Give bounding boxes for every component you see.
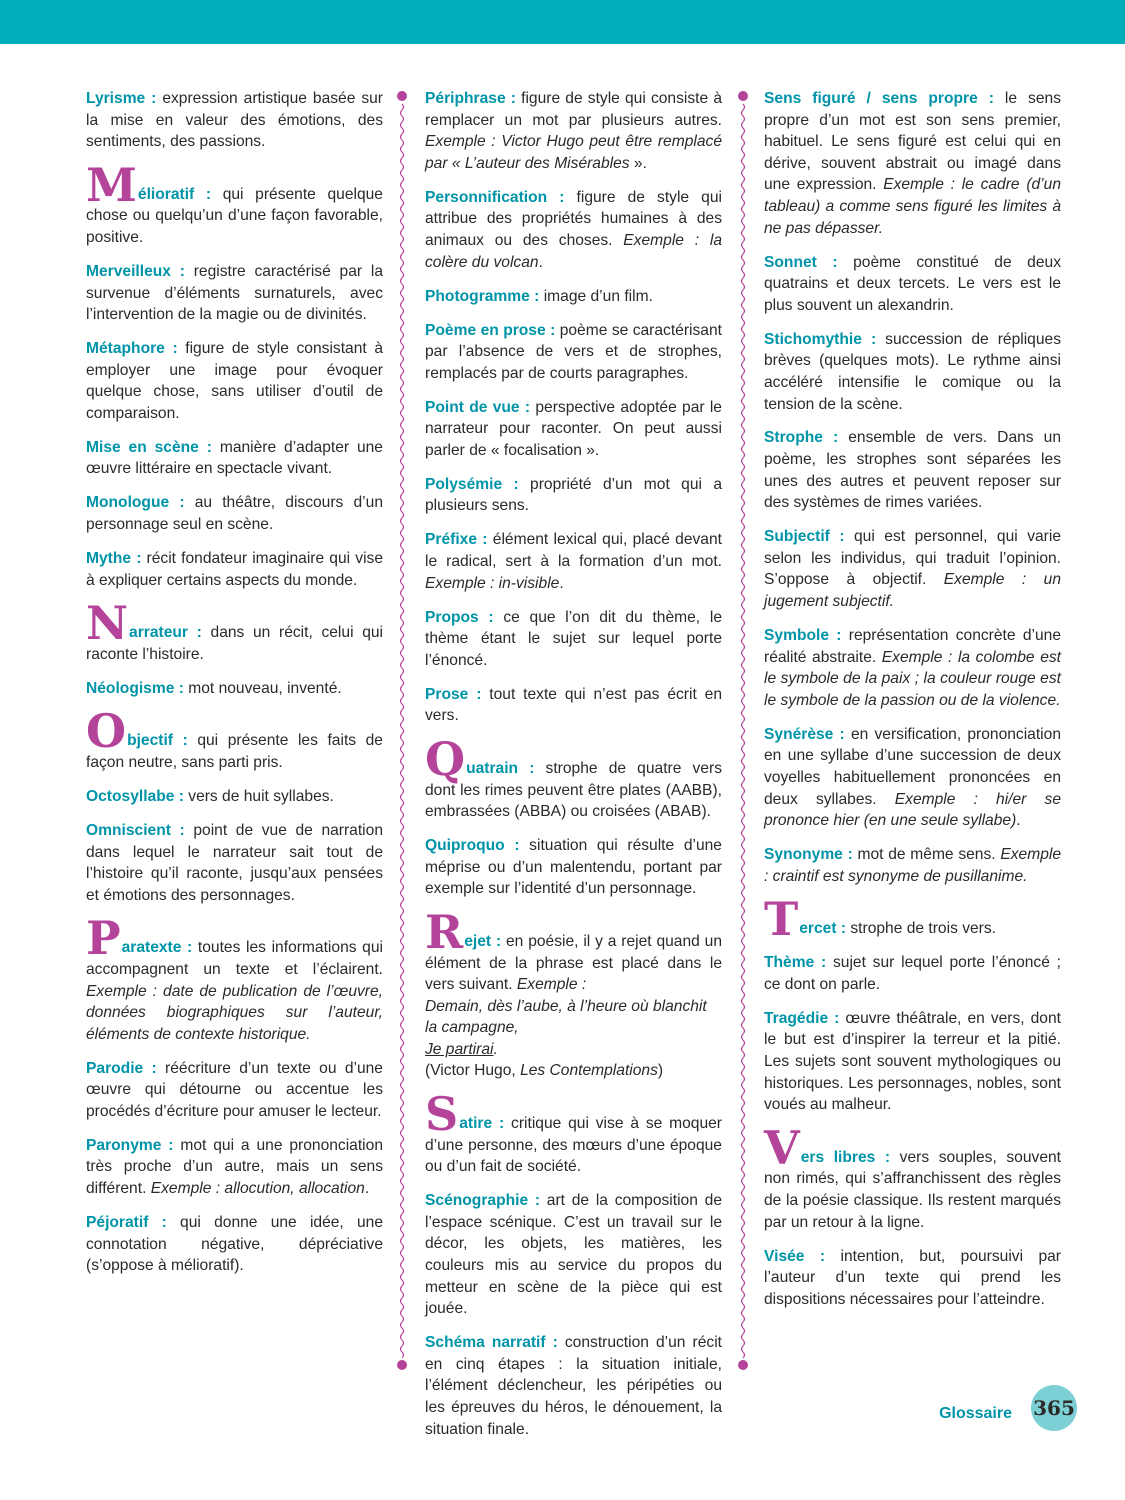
glossary-entry [86, 261, 383, 326]
glossary-term: Octosyllabe : [86, 787, 184, 805]
glossary-entry [425, 187, 722, 273]
glossary-definition: réécriture d’un texte ou d’une œuvre qui détourne ou accentue les procédés d’écriture pour amuser le lecteur. [86, 1059, 383, 1120]
glossary-definition: mot de même sens. [852, 846, 1001, 864]
glossary-example: Exemple : hi/er se prononce hier (en une seule syllabe) [764, 790, 1061, 830]
glossary-definition: figure de style consistant à employer une image pour évoquer quelque chose, sans utiliser d’outil de comparaison. [86, 340, 383, 422]
glossary-entry [764, 1008, 1061, 1116]
glossary-term: ercet : [799, 920, 847, 938]
glossary-definition: le sens propre d’un mot est son sens premier, habituel. Le sens figuré est celui qui en dérive, souvent abstrait ou imagé dans une expression. [764, 90, 1061, 194]
glossary-term: Mythe : [86, 550, 142, 568]
glossary-term: ers libres : [800, 1148, 891, 1166]
glossary-entry [425, 835, 722, 900]
glossary-definition: succession de répliques brèves (quelques mots). Le rythme ainsi accéléré intensifie le comique ou la tension de la scène. [764, 330, 1062, 413]
divider-wave [742, 104, 745, 1358]
glossary-entry [425, 1087, 722, 1178]
poem-source-author: (Victor Hugo, [425, 1062, 521, 1080]
glossary-definition: strophe de trois vers. [846, 920, 996, 938]
glossary-term: ejet : [464, 932, 502, 950]
glossary-definition: toutes les informations qui accompagnent un texte et l’éclairent. [86, 939, 383, 978]
glossary-entry [425, 529, 722, 594]
glossary-definition: vers souples, souvent non rimés, qui s’affranchissent des règles de la poésie classique. Ils restent marqués par un retour à la ligne. [764, 1148, 1062, 1231]
letter-dropcap: Q [425, 731, 466, 786]
glossary-term: Synonyme : [764, 846, 853, 864]
glossary-entry [86, 1212, 383, 1277]
glossary-entry [86, 596, 384, 665]
glossary-definition: qui est personnel, qui varie selon les individus, qui traduit l’opinion. S’oppose à objectif. [764, 528, 1061, 589]
glossary-entry [425, 731, 722, 823]
glossary-entry [764, 844, 1061, 887]
glossary-entry [86, 1058, 383, 1123]
glossary-definition: strophe de quatre vers dont les rimes peuvent être plates (AABB), embrassées (ABBA) ou croisées (ABAB). [425, 759, 722, 821]
glossary-entry [86, 88, 383, 153]
poem-line [425, 1039, 722, 1061]
glossary-definition: au théâtre, discours d’un personnage seul en scène. [86, 494, 383, 534]
glossary-example-end: ». [629, 154, 647, 172]
glossary-term: arrateur : [129, 624, 202, 642]
glossary-example-end: . [364, 1180, 370, 1198]
glossary-example-end: Misérables [554, 154, 630, 172]
glossary-term: Polysémie : [425, 475, 519, 493]
glossary-term: Périphrase : [425, 90, 516, 107]
glossary-entry [425, 684, 722, 727]
glossary-entry [764, 526, 1061, 612]
glossary-entry [425, 1332, 722, 1440]
glossary-example: Exemple : [516, 976, 587, 994]
poem-punct: . [493, 1040, 498, 1058]
column-divider-1 [392, 88, 412, 1373]
glossary-definition: ensemble de vers. Dans un poème, les strophes sont séparées les unes des autres et peuvent reposer sur des systèmes de rimes variées. [764, 429, 1061, 512]
glossary-definition: mot nouveau, inventé. [183, 679, 342, 697]
glossary-entry [86, 678, 383, 700]
glossary-entry [764, 88, 1061, 239]
glossary-column-1 [86, 88, 383, 1289]
glossary-definition: élément lexical qui, placé devant le radical, sert à la formation d’un mot. [425, 531, 722, 571]
glossary-term: Poème en prose : [425, 321, 556, 339]
glossary-entry [764, 329, 1061, 415]
glossary-term: Péjoratif : [86, 1214, 167, 1232]
glossary-definition: qui présente les faits de façon neutre, sans parti pris. [86, 732, 383, 771]
poem-source-title: Les Contemplations [520, 1062, 658, 1080]
glossary-term: Parodie : [86, 1059, 157, 1077]
glossary-definition: figure de style qui attribue des propriétés humaines à des animaux ou des choses. [425, 188, 722, 249]
glossary-term: Stichomythie : [764, 330, 877, 348]
column-divider-2 [733, 88, 753, 1373]
glossary-example: Exemple : date de publication de l’œuvre, données biographiques sur l’auteur, éléments de contexte historique. [86, 982, 383, 1043]
glossary-definition: propriété d’un mot qui a plusieurs sens. [425, 475, 722, 515]
glossary-definition: critique qui vise à se moquer d’une personne, des mœurs d’une époque ou d’un fait de société. [425, 1115, 722, 1176]
glossary-definition: situation qui résulte d’une méprise ou d’un malentendu, portant par exemple sur l’identité d’un personnage. [425, 837, 722, 898]
glossary-entry [764, 892, 1061, 947]
glossary-entry [764, 1120, 1062, 1233]
glossary-example: Exemple : Victor Hugo peut être remplacé par « L’auteur des [425, 133, 722, 172]
glossary-term: Strophe : [764, 429, 839, 447]
glossary-example: Exemple : allocution, allocation [150, 1180, 365, 1198]
glossary-term: Photogramme : [425, 287, 540, 305]
page-number: 365 [1031, 1385, 1077, 1431]
letter-dropcap: N [86, 596, 129, 651]
glossary-term: élioratif : [137, 185, 212, 203]
glossary-example: Exemple : craintif est synonyme de pusillanime. [764, 846, 1061, 885]
glossary-definition: image d’un film. [539, 287, 653, 305]
glossary-term: Quiproquo : [425, 837, 520, 855]
letter-dropcap: P [86, 911, 121, 966]
glossary-term: Merveilleux : [86, 262, 185, 280]
glossary-definition: en poésie, il y a rejet quand un élément de la phrase est placé dans le vers suivant. [425, 932, 722, 994]
header-bar [0, 0, 1125, 44]
poem-line: Demain, dès l’aube, à l’heure où blanchit la campagne, [425, 997, 707, 1037]
glossary-definition: manière d’adapter une œuvre littéraire en spectacle vivant. [86, 438, 383, 478]
glossary-term: Néologisme : [86, 679, 184, 697]
letter-dropcap: T [764, 892, 799, 947]
glossary-definition: qui donne une idée, une connotation négative, dépréciative (s’oppose à mélioratif). [86, 1214, 384, 1275]
glossary-example: Exemple : la colère du volcan [425, 231, 722, 271]
glossary-definition: représentation concrète d’une réalité abstraite. [764, 627, 1061, 666]
glossary-term: Schéma narratif : [425, 1334, 558, 1352]
glossary-term: Propos : [425, 608, 494, 626]
glossary-definition: perspective adoptée par le narrateur pour raconter. On peut aussi parler de « focalisation ». [425, 398, 722, 459]
glossary-entry [86, 704, 383, 773]
glossary-definition: en versification, prononciation en une syllabe d’une succession de deux voyelles habituellement prononcées en deux syllabes. [764, 725, 1061, 808]
glossary-example-end: . [1016, 812, 1021, 830]
glossary-example: Exemple : le cadre (d’un tableau) a comme sens figuré les limites à ne pas dépasser. [764, 176, 1061, 237]
glossary-entry [425, 1190, 722, 1320]
glossary-entry [86, 1135, 383, 1200]
glossary-definition: ce que l’on dit du thème, le thème étant le sujet sur lequel porte l’énoncé. [425, 608, 722, 669]
glossary-term: Mise en scène : [86, 438, 212, 456]
glossary-entry [425, 397, 722, 462]
glossary-entry [764, 625, 1061, 711]
glossary-term: bjectif : [127, 732, 188, 750]
glossary-entry [86, 786, 383, 808]
glossary-term: Paronyme : [86, 1136, 174, 1154]
glossary-definition: sujet sur lequel porte l’énoncé ; ce dont on parle. [764, 954, 1061, 993]
glossary-entry [86, 437, 383, 480]
glossary-entry [425, 607, 722, 672]
glossary-definition: expression artistique basée sur la mise en valeur des émotions, des sentiments, des passions. [86, 90, 383, 151]
glossary-example: Exemple : in-visible [425, 574, 560, 592]
glossary-term: Visée : [764, 1247, 826, 1265]
glossary-term: atire : [459, 1115, 505, 1133]
glossary-definition: mot qui a une prononciation très proche d’un autre, mais un sens différent. [86, 1136, 383, 1198]
glossary-example-end: . [538, 253, 543, 271]
glossary-term: Monologue : [86, 494, 185, 512]
glossary-term: Omniscient : [86, 821, 185, 839]
glossary-definition: construction d’un récit en cinq étapes : la situation initiale, l’élément déclencheur, les péripéties ou les épreuves du héros, le dénouement, la situation finale. [425, 1334, 722, 1438]
glossary-definition: poème constitué de deux quatrains et deux tercets. Le vers est le plus souvent un alexandrin. [764, 253, 1061, 314]
letter-dropcap: S [425, 1087, 459, 1142]
glossary-entry [425, 474, 722, 517]
glossary-entry [86, 548, 383, 591]
glossary-example: Exemple : la colombe est le symbole de la paix ; la couleur rouge est le symbole de la passion ou de la violence. [764, 648, 1061, 709]
glossary-column-2 [425, 88, 722, 1453]
glossary-term: Thème : [764, 954, 827, 972]
glossary-entry [764, 952, 1061, 995]
glossary-entry [86, 157, 383, 249]
letter-dropcap: V [764, 1120, 800, 1175]
glossary-term: Subjectif : [764, 528, 845, 546]
glossary-entry [86, 338, 383, 424]
letter-dropcap: O [86, 704, 127, 759]
glossary-entry [86, 492, 383, 535]
glossary-entry [764, 427, 1061, 513]
glossary-term: uatrain : [466, 759, 535, 777]
glossary-example-end: . [559, 574, 564, 592]
letter-dropcap: M [86, 157, 137, 212]
glossary-definition: point de vue de narration dans lequel le narrateur sait tout de l’histoire qu’il raconte, jusqu’aux pensées et émotions des personnages. [86, 821, 383, 904]
glossary-term: Point de vue : [425, 398, 531, 416]
glossary-definition: dans un récit, celui qui raconte l’histoire. [86, 624, 384, 663]
divider-dot-icon [397, 91, 407, 101]
glossary-example: Exemple : un jugement subjectif. [764, 571, 1061, 611]
glossary-term: Préfixe : [425, 531, 488, 549]
glossary-entry [86, 820, 383, 906]
glossary-term: Personnification : [425, 188, 565, 206]
glossary-term: Synérèse : [764, 725, 845, 743]
poem-source [425, 1060, 722, 1082]
footer-section-label: Glossaire [939, 1405, 1012, 1422]
glossary-term: aratexte : [121, 939, 193, 957]
poem-underlined: Je partirai [425, 1040, 494, 1058]
divider-dot-icon [738, 91, 748, 101]
glossary-definition: qui présente quelque chose ou quelqu’un d’une façon favorable, positive. [86, 185, 383, 246]
glossary-term: Symbole : [764, 627, 842, 645]
glossary-definition: registre caractérisé par la survenue d’éléments surnaturels, avec l’intervention de la magie ou de divinités. [86, 262, 383, 324]
divider-dot-icon [397, 1360, 407, 1370]
glossary-entry [86, 911, 383, 1045]
glossary-term: Sonnet : [764, 253, 838, 271]
divider-wave [401, 104, 404, 1358]
divider-dot-icon [738, 1360, 748, 1370]
glossary-definition: vers de huit syllabes. [183, 787, 334, 805]
glossary-entry [425, 904, 722, 1082]
glossary-entry [764, 724, 1061, 832]
glossary-definition: intention, but, poursuivi par l’auteur d’un texte qui prend les dispositions nécessaires pour l’atteindre. [764, 1247, 1062, 1308]
glossary-term: Tragédie : [764, 1009, 840, 1027]
glossary-column-3 [764, 88, 1061, 1323]
glossary-definition: figure de style qui consiste à remplacer un mot par plusieurs autres. [425, 90, 722, 129]
glossary-entry [764, 252, 1061, 317]
glossary-definition: œuvre théâtrale, en vers, dont le but est d’inspirer la terreur et la pitié. Les sujets sont souvent mythologiques ou historiques. Les personnages, nobles, sont voués au malheur. [764, 1009, 1061, 1114]
glossary-definition: tout texte qui n’est pas écrit en vers. [425, 685, 722, 725]
glossary-term: Lyrisme : [86, 90, 157, 107]
glossary-entry [425, 286, 722, 308]
glossary-term: Sens figuré / sens propre : [764, 90, 994, 107]
glossary-term: Prose : [425, 685, 482, 703]
letter-dropcap: R [425, 904, 464, 959]
glossary-entry [425, 88, 722, 174]
glossary-term: Métaphore : [86, 340, 178, 358]
glossary-definition: récit fondateur imaginaire qui vise à expliquer certains aspects du monde. [86, 550, 384, 589]
glossary-entry [425, 320, 722, 385]
poem-source-end: ) [657, 1062, 664, 1080]
glossary-definition: art de la composition de l’espace scénique. C’est un travail sur le décor, les objets, les matières, les couleurs mis au service du propos du metteur en scène de la pièce qui est jouée. [425, 1192, 722, 1318]
glossary-term: Scénographie : [425, 1192, 541, 1210]
glossary-definition: poème se caractérisant par l’absence de vers et de strophes, remplacés par de courts paragraphes. [425, 321, 722, 382]
glossary-entry [764, 1246, 1061, 1311]
